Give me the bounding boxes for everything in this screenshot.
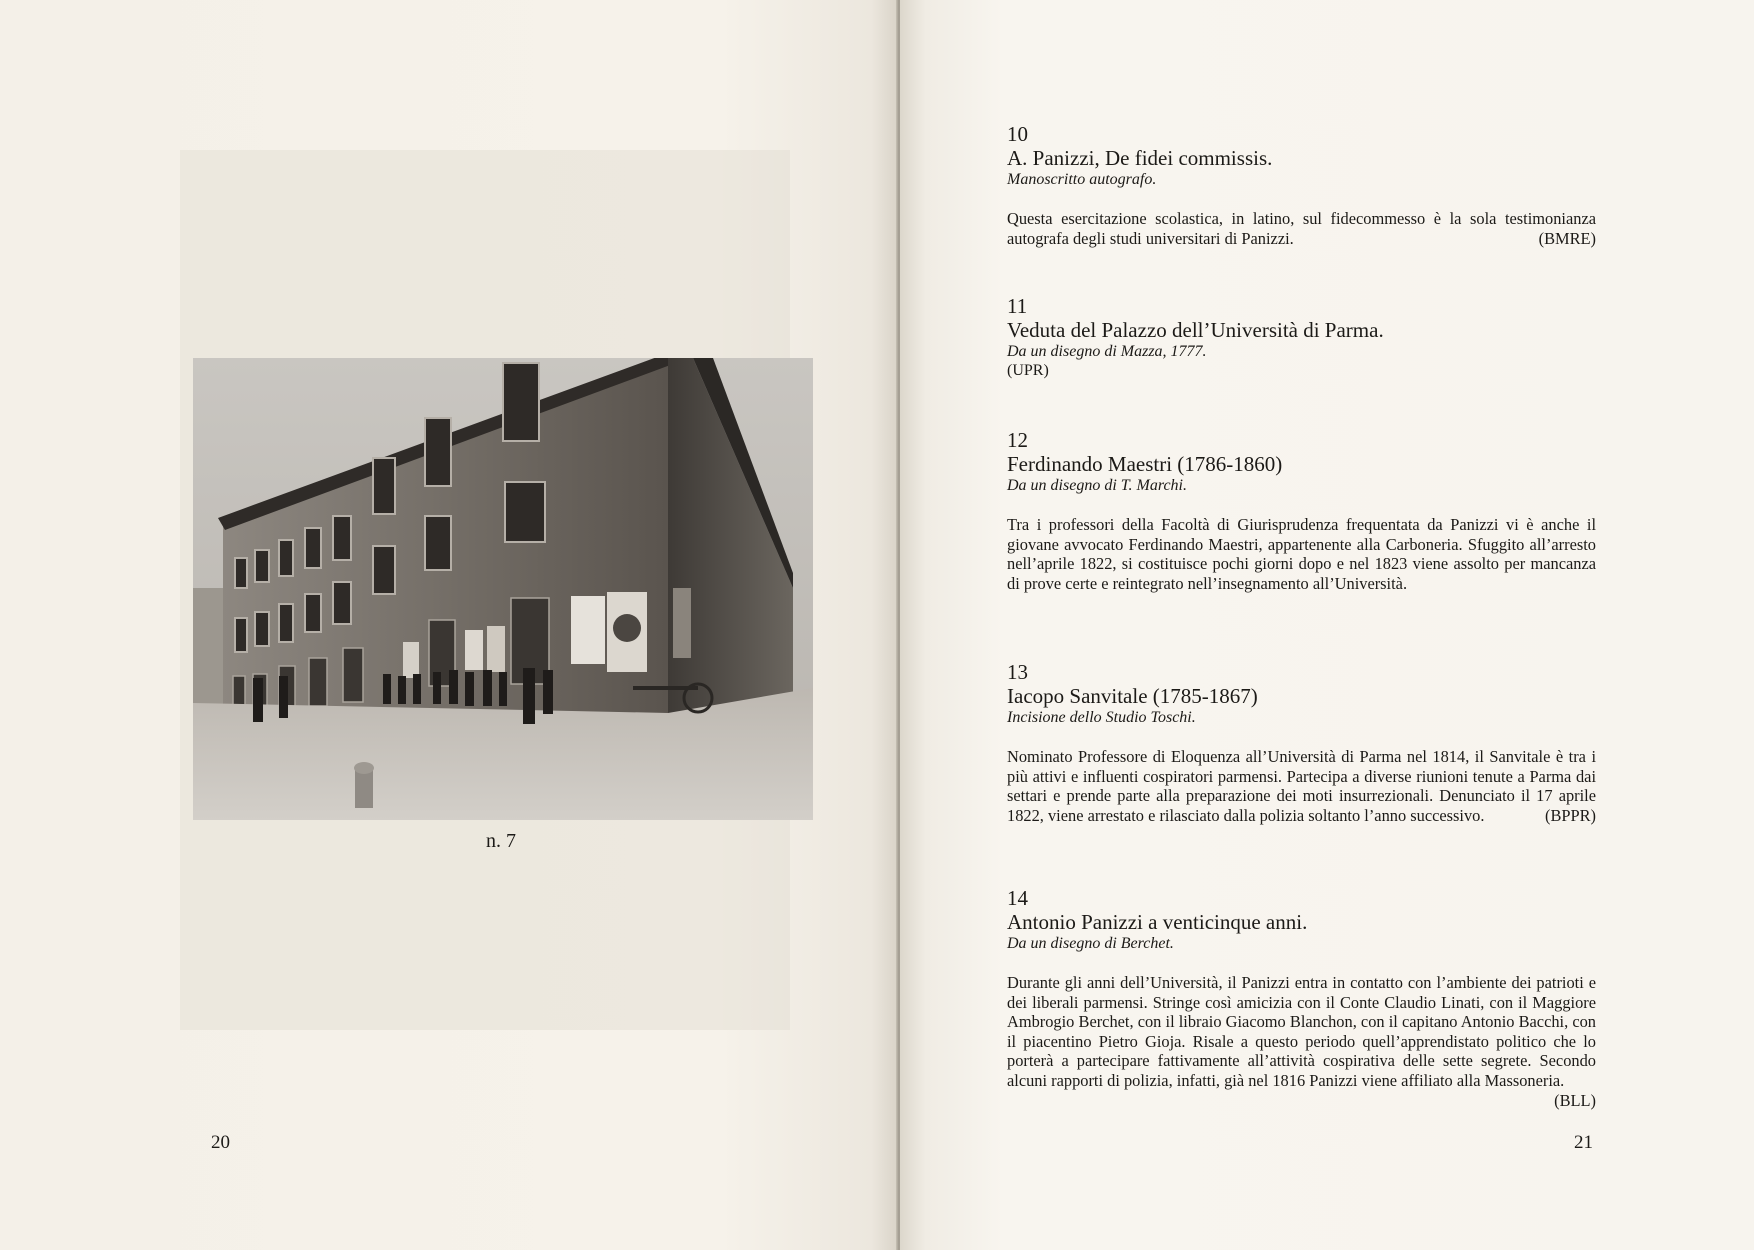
entry-title: A. Panizzi, De fidei commissis.	[1007, 146, 1273, 170]
entry-title: Antonio Panizzi a venticinque anni.	[1007, 910, 1308, 934]
entry-source: (BPPR)	[1544, 805, 1596, 825]
catalogue-entry	[1007, 122, 1596, 294]
entry-source: (UPR)	[1007, 362, 1049, 379]
entry-number: 10	[1007, 122, 1028, 146]
entry-subtitle: Da un disegno di Berchet.	[1007, 935, 1174, 952]
entry-number: 14	[1007, 886, 1028, 910]
entry-number: 11	[1007, 294, 1028, 318]
entry-description-text: Tra i professori della Facoltà di Giurisprudenza frequentata da Panizzi vi è anche il giovane avvocato Ferdinando Maestri, appartenente alla Carboneria. Sfuggito all’arresto nell’aprile 1822, si costituisce pochi giorni dopo e nel 1823 viene assolto per mancanza di prove certe e reintegrato nell’insegnamento all’Università.	[1007, 515, 1596, 593]
entry-description	[1007, 747, 1596, 825]
entry-description-text: Durante gli anni dell’Università, il Panizzi entra in contatto con l’ambiente dei patrioti e dei liberali parmensi. Stringe così amicizia con il Conte Claudio Linati, con il Maggiore Ambrogio Berchet, con il libraio Giacomo Blanchon, con il capitano Antonio Bacchi, con il piacentino Pietro Gioja. Risale a questo periodo quell’apprendistato politico che lo porterà a partecipare fattivamente all’attività cospirativa delle sette segrete. Secondo alcuni rapporti di polizia, infatti, già nel 1816 Panizzi viene affiliato alla Massoneria.	[1007, 973, 1596, 1090]
palazzo-universita-photo	[193, 358, 813, 820]
entry-subtitle: Da un disegno di Mazza, 1777.	[1007, 343, 1207, 360]
entry-title: Veduta del Palazzo dell’Università di Parma.	[1007, 318, 1384, 342]
entry-description-text: Nominato Professore di Eloquenza all’Università di Parma nel 1814, il Sanvitale è tra i più attivi e influenti cospiratori parmensi. Partecipa a diverse riunioni tenute a Parma dai settari e prende parte alla preparazione dei moti insurrezionali. Denunciato il 17 aprile 1822, viene arrestato e rilasciato dalla polizia soltanto l’anno successivo.	[1007, 747, 1596, 825]
catalogue-entry	[1007, 294, 1596, 428]
catalogue-entry	[1007, 886, 1596, 1110]
entry-description	[1007, 515, 1596, 593]
entry-subtitle: Manoscritto autografo.	[1007, 171, 1157, 188]
catalogue-entry	[1007, 428, 1596, 660]
entry-subtitle: Incisione dello Studio Toschi.	[1007, 709, 1196, 726]
entry-number: 12	[1007, 428, 1028, 452]
entry-description	[1007, 209, 1596, 248]
entry-title: Iacopo Sanvitale (1785-1867)	[1007, 684, 1258, 708]
catalogue-entries	[1007, 122, 1596, 1110]
catalogue-entry	[1007, 660, 1596, 886]
entry-source: (BMRE)	[1538, 228, 1596, 248]
entry-subtitle: Da un disegno di T. Marchi.	[1007, 477, 1187, 494]
entry-description-text: Questa esercitazione scolastica, in latino, sul fidecommesso è la sola testimonianza autografa degli studi universitari di Panizzi.	[1007, 209, 1596, 248]
entry-source: (BLL)	[1554, 1090, 1596, 1110]
figure-photo	[193, 358, 813, 820]
entry-title: Ferdinando Maestri (1786-1860)	[1007, 452, 1283, 476]
entry-description	[1007, 973, 1596, 1110]
page-number-left: 20	[211, 1132, 230, 1153]
page-number-right: 21	[1574, 1132, 1593, 1153]
figure-caption: n. 7	[486, 830, 516, 852]
entry-number: 13	[1007, 660, 1028, 684]
